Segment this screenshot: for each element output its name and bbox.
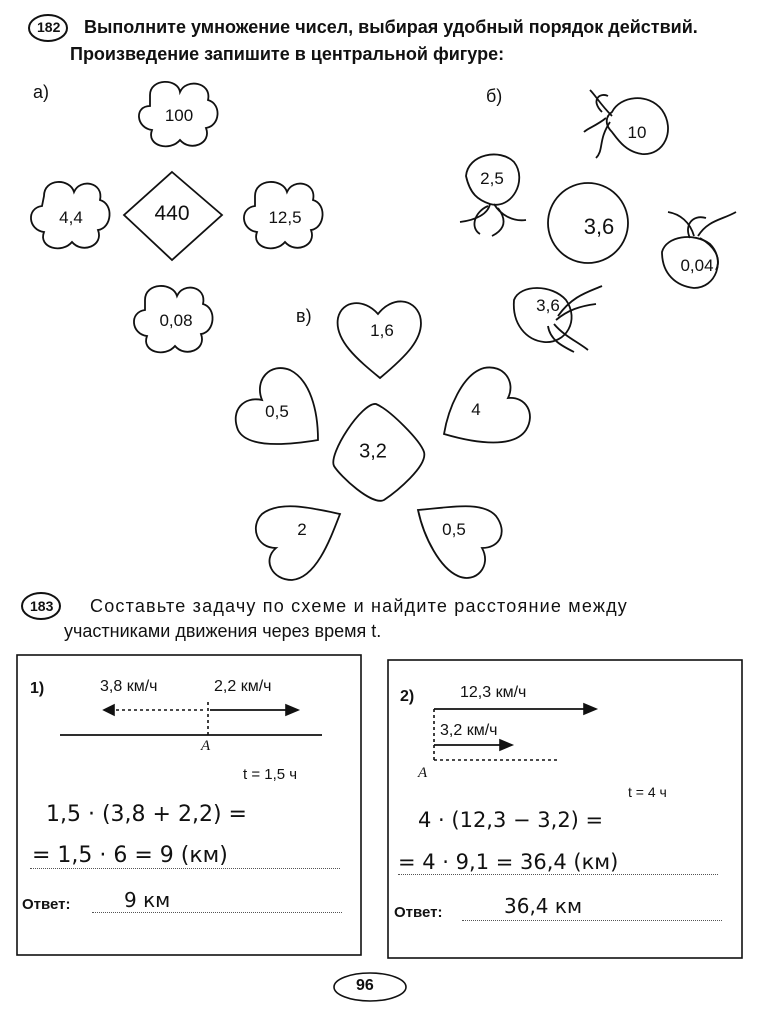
label-b: б) <box>486 86 503 106</box>
v-right-value: 4 <box>471 400 481 419</box>
a-bottom-value: 0,08 <box>159 311 193 330</box>
part1-time: t = 1,5 ч <box>243 766 298 783</box>
heart-bottom-right <box>418 506 502 578</box>
v-center-answer: 3,2 <box>359 440 387 463</box>
part2-time: t = 4 ч <box>628 784 667 800</box>
a-right-value: 12,5 <box>268 208 302 227</box>
apple-left <box>460 154 526 236</box>
apple-right <box>662 212 736 288</box>
b-value-3: 0,04 <box>680 256 714 275</box>
task-183-number: 183 <box>30 598 54 614</box>
part2-answer-rule <box>462 920 722 921</box>
part1-work-line1: 1,5 · (3,8 + 2,2) = <box>46 802 247 827</box>
heart-bottom-left <box>256 506 340 580</box>
b-value-1: 10 <box>627 123 647 142</box>
task-182-line2: Произведение запишите в центральной фигуре: <box>70 44 505 64</box>
v-bottom-right-value: 0,5 <box>442 520 466 539</box>
part1-answer: 9 км <box>124 888 171 912</box>
part1-answer-label: Ответ: <box>22 896 71 913</box>
part1-work-line2: = 1,5 · 6 = 9 (км) <box>32 843 228 868</box>
label-a: а) <box>33 82 50 102</box>
task-182-number: 182 <box>37 19 61 35</box>
arrowhead-bottom-part2 <box>500 740 512 750</box>
part2-label: 2) <box>400 688 415 705</box>
part2-speed-top: 12,3 км/ч <box>460 684 527 701</box>
part2-line1-rule <box>398 874 718 875</box>
arrowhead-right-part1 <box>286 705 298 715</box>
task-183-line1: Составьте задачу по схеме и найдите расстояние между <box>90 596 628 616</box>
b-center-answer: 3,6 <box>583 214 615 239</box>
part2-work-line1: 4 · (12,3 − 3,2) = <box>418 808 604 832</box>
heart-right <box>444 367 530 442</box>
part2-answer-label: Ответ: <box>394 904 443 921</box>
a-center-answer: 440 <box>154 202 190 225</box>
arrowhead-top-part2 <box>584 704 596 714</box>
task-183-line2: участниками движения через время t. <box>64 621 382 641</box>
part1-speed-right: 2,2 км/ч <box>214 678 272 695</box>
v-top-value: 1,6 <box>370 321 394 340</box>
part1-answer-rule <box>92 912 342 913</box>
part2-point-a: A <box>418 765 428 781</box>
part2-work-line2: = 4 · 9,1 = 36,4 (км) <box>398 850 619 874</box>
b-value-4: 3,6 <box>536 296 560 315</box>
v-left-value: 0,5 <box>265 402 289 421</box>
v-bottom-left-value: 2 <box>297 520 307 539</box>
part1-line1-rule <box>30 868 340 869</box>
part2-speed-bottom: 3,2 км/ч <box>440 722 498 739</box>
a-left-value: 4,4 <box>59 208 83 227</box>
page-number: 96 <box>356 977 374 994</box>
part1-label: 1) <box>30 680 45 697</box>
a-top-value: 100 <box>164 106 194 125</box>
part1-speed-left: 3,8 км/ч <box>100 678 158 695</box>
part1-point-a: A <box>201 738 211 754</box>
label-v: в) <box>296 306 312 326</box>
apple-top <box>584 90 668 158</box>
task-182-line1: Выполните умножение чисел, выбирая удобный порядок действий. <box>84 17 698 37</box>
b-value-2: 2,5 <box>480 169 504 188</box>
part2-answer: 36,4 км <box>504 894 583 918</box>
arrowhead-left-part1 <box>104 705 114 715</box>
